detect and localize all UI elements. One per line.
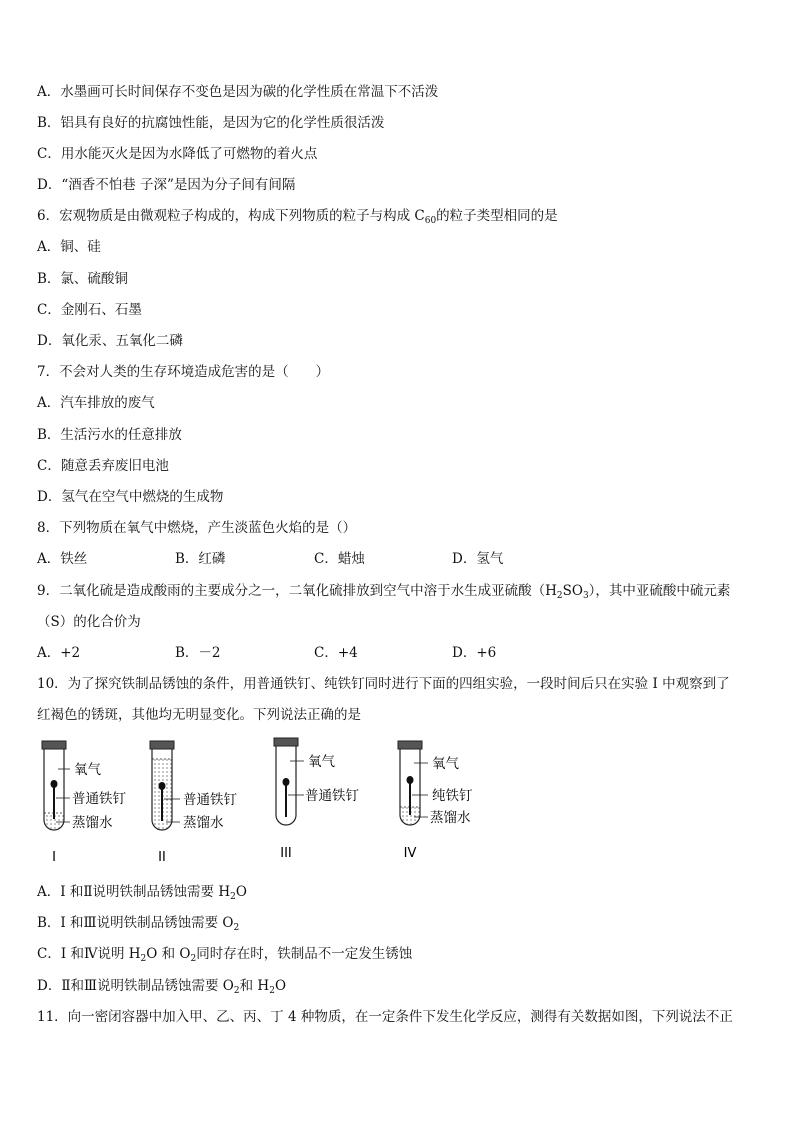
q10-option-c-sub-2: 2 xyxy=(190,954,197,964)
q8-option-c: C．蜡烛 xyxy=(314,551,365,567)
q10-stem-line2: 红褐色的锈斑，其他均无明显变化。下列说法正确的是 xyxy=(37,707,361,723)
q6-stem-text-b: 的粒子类型相同的是 xyxy=(436,208,558,224)
tube-4-nail-head xyxy=(407,776,414,784)
q6-option-c: C．金刚石、石墨 xyxy=(37,302,142,318)
q9-stem-text-a: 9．二氧化硫是造成酸雨的主要成分之一，二氧化硫排放到空气中溶于水生成亚硫酸（H xyxy=(37,583,557,599)
tube-3-stopper xyxy=(274,738,298,746)
tube-4-nail-label: 纯铁钉 xyxy=(432,788,473,804)
q10-option-b-sub: 2 xyxy=(233,923,240,933)
tube-4-water-label: 蒸馏水 xyxy=(430,810,471,826)
q6-option-a: A．铜、硅 xyxy=(37,239,101,255)
q10-option-d-text: D．Ⅱ和Ⅲ说明铁制品锈蚀需要 O xyxy=(37,978,234,994)
tube-4 xyxy=(398,741,473,861)
q10-option-b-text: B．I 和Ⅲ说明铁制品锈蚀需要 O xyxy=(37,915,234,931)
q8-option-b: B．红磷 xyxy=(175,551,226,567)
q10-option-c-text-c: 同时存在时，铁制品不一定发生锈蚀 xyxy=(196,946,413,962)
q9-sub-2: 3 xyxy=(582,591,589,601)
test-tube-diagram xyxy=(30,735,550,870)
q9-option-a: A．+2 xyxy=(37,645,81,661)
tube-3-label: III xyxy=(280,846,292,861)
q10-option-d-sub-2: 2 xyxy=(269,986,275,996)
tube-1-label: I xyxy=(52,850,56,865)
q6-option-d: D．氧化汞、五氧化二磷 xyxy=(37,333,183,349)
tube-2 xyxy=(150,741,237,865)
q9-option-d: D．+6 xyxy=(452,645,497,661)
q10-option-b xyxy=(37,914,239,932)
test-tube-diagram-svg xyxy=(30,735,550,870)
q10-option-a-text-b: O xyxy=(235,884,247,900)
q10-option-c xyxy=(37,945,412,963)
tube-2-stopper xyxy=(150,741,174,749)
q6-stem-subscript: 60 xyxy=(424,216,437,226)
tube-2-water-label: 蒸馏水 xyxy=(183,815,224,831)
q6-option-b: B．氯、硫酸铜 xyxy=(37,271,128,287)
tube-1-nail-label: 普通铁钉 xyxy=(72,791,126,807)
q9-stem-text-b: SO xyxy=(562,583,583,599)
q8-stem: 8．下列物质在氧气中燃烧，产生淡蓝色火焰的是（） xyxy=(37,520,357,536)
q7-option-c: C．随意丢弃废旧电池 xyxy=(37,458,169,474)
q10-option-c-text: C．I 和Ⅳ说明 H xyxy=(37,946,141,962)
q9-stem-line2: （S）的化合价为 xyxy=(37,614,141,630)
tube-1 xyxy=(42,741,126,865)
tube-2-label: II xyxy=(158,850,166,865)
q10-option-a xyxy=(37,883,247,901)
tube-1-oxygen-label: 氧气 xyxy=(74,762,101,778)
tube-3 xyxy=(274,738,359,861)
tube-4-label: IV xyxy=(403,846,417,861)
tube-4-oxygen-label: 氧气 xyxy=(432,756,459,772)
tube-4-stopper xyxy=(398,741,422,749)
q6-stem xyxy=(37,207,558,225)
tube-2-nail-head xyxy=(159,782,166,790)
q11-stem: 11．向一密闭容器中加入甲、乙、丙、丁 4 种物质，在一定条件下发生化学反应，测得有关数据如图，下列说法不正 xyxy=(37,1009,733,1025)
tube-2-nail-label: 普通铁钉 xyxy=(183,792,237,808)
q5-option-d: D．“酒香不怕巷 子深”是因为分子间有间隔 xyxy=(37,177,296,193)
q10-stem-line1: 10．为了探究铁制品锈蚀的条件，用普通铁钉、纯铁钉同时进行下面的四组实验，一段时间后只在实验 I 中观察到了 xyxy=(37,676,730,692)
tube-1-water-label: 蒸馏水 xyxy=(72,815,113,831)
q6-stem-text-a: 6．宏观物质是由微观粒子构成的，构成下列物质的粒子与构成 C xyxy=(37,208,425,224)
q7-option-b: B．生活污水的任意排放 xyxy=(37,427,182,443)
tube-3-nail-label: 普通铁钉 xyxy=(305,788,359,804)
q5-option-b: B．铝具有良好的抗腐蚀性能，是因为它的化学性质很活泼 xyxy=(37,115,385,131)
q10-option-a-sub: 2 xyxy=(230,892,236,902)
q7-option-a: A．汽车排放的废气 xyxy=(37,395,155,411)
tube-3-nail-head xyxy=(283,778,290,786)
q10-option-d xyxy=(37,977,286,995)
q9-stem-line1 xyxy=(37,582,730,600)
q10-option-d-sub-1: 2 xyxy=(233,986,240,996)
q5-option-c: C．用水能灭火是因为水降低了可燃物的着火点 xyxy=(37,146,318,162)
q10-option-d-text-c: O xyxy=(274,978,287,994)
q8-option-d: D．氢气 xyxy=(452,551,504,567)
tube-1-stopper xyxy=(42,741,66,749)
q10-option-d-text-b: 和 H xyxy=(239,978,270,994)
q9-sub-1: 2 xyxy=(556,591,563,601)
q9-option-b: B．－2 xyxy=(175,645,221,661)
tube-3-oxygen-label: 氧气 xyxy=(308,754,335,770)
q9-option-c: C．+4 xyxy=(314,645,358,661)
tube-1-nail-head xyxy=(51,780,58,788)
q8-option-a: A．铁丝 xyxy=(37,551,88,567)
q10-option-c-text-b: O 和 O xyxy=(146,946,191,962)
q7-option-d: D．氢气在空气中燃烧的生成物 xyxy=(37,489,224,505)
q5-option-a: A．水墨画可长时间保存不变色是因为碳的化学性质在常温下不活泼 xyxy=(37,84,439,100)
q10-option-a-text: A．I 和Ⅱ说明铁制品锈蚀需要 H xyxy=(37,884,231,900)
q7-stem: 7．不会对人类的生存环境造成危害的是（ ） xyxy=(37,364,330,380)
q9-stem-text-c: ），其中亚硫酸中硫元素 xyxy=(588,583,731,599)
q10-option-c-sub-1: 2 xyxy=(140,954,147,964)
